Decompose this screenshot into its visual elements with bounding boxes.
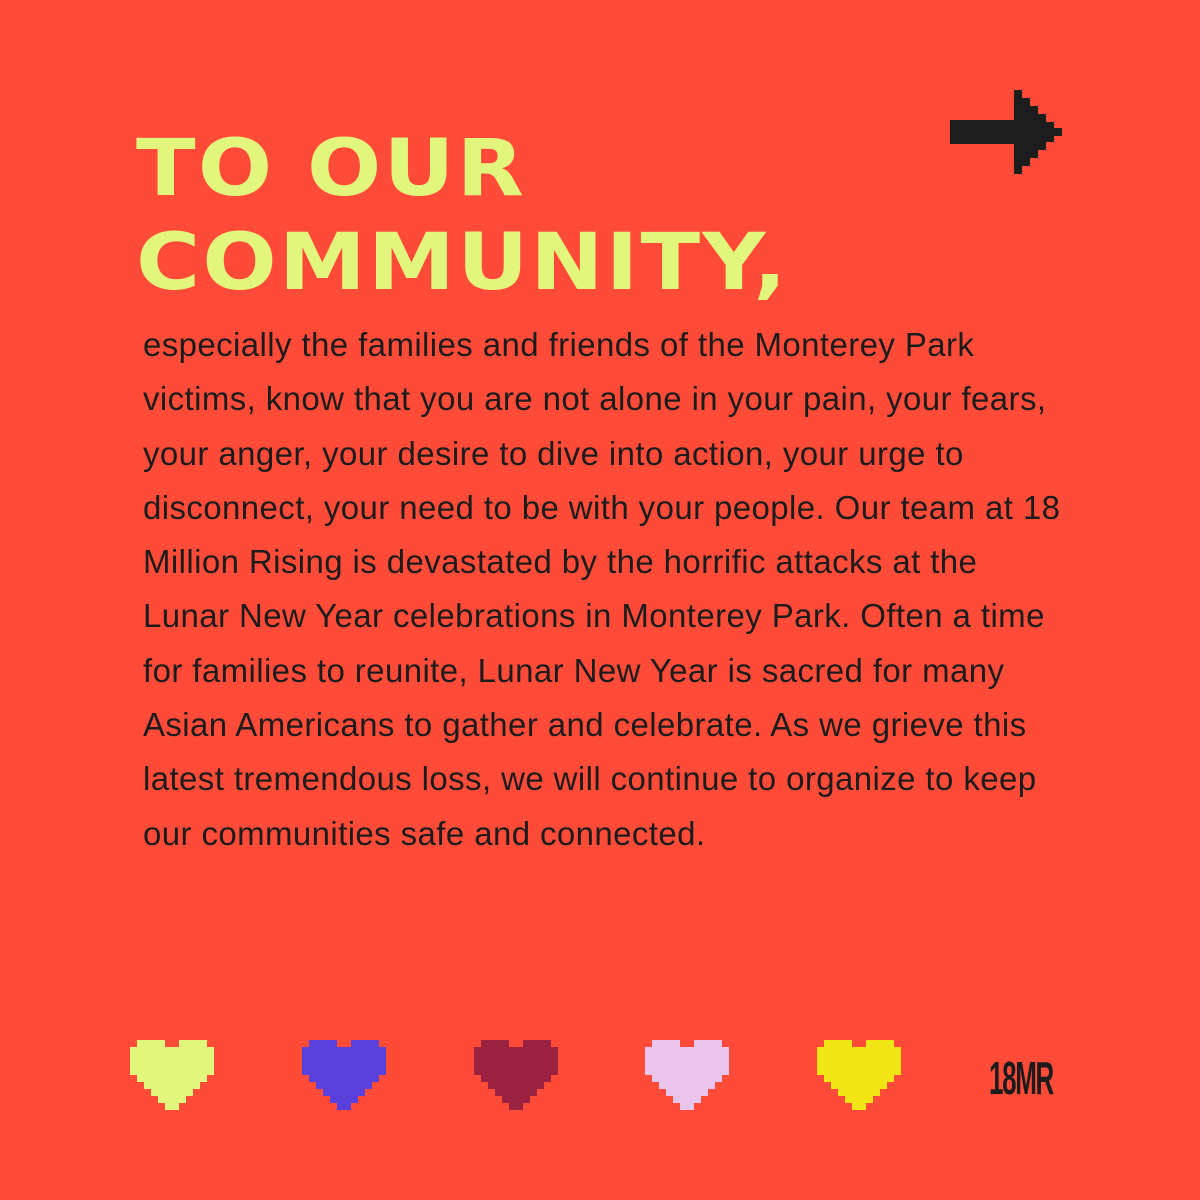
maroon-heart-icon	[474, 1040, 558, 1110]
title-line-2: COMMUNITY,	[136, 218, 789, 308]
brand-logo	[987, 1048, 1055, 1104]
page-title	[136, 122, 789, 310]
lavender-heart-icon	[645, 1040, 729, 1110]
pixel-arrow-right-icon[interactable]	[950, 90, 1062, 174]
message-body: especially the families and friends of the Monterey Park victims, know that you are not alone in your pain, your fears, your anger, your desire to dive into action, your urge to disconnect, your need to be with your people. Our team at 18 Million Rising is devastated by the horrific attacks at the Lunar New Year celebrations in Monterey Park. Often a time for families to reunite, Lunar New Year is sacred for many Asian Americans to gather and celebrate. As we grieve this latest tremendous loss, we will continue to organize to keep our communities safe and connected.	[143, 326, 1061, 852]
yellow-heart-icon	[817, 1040, 901, 1110]
lime-heart-icon	[130, 1040, 214, 1110]
brand-logo-text: 18MR	[989, 1053, 1055, 1105]
blue-heart-icon	[302, 1040, 386, 1110]
title-line-1: TO OUR	[136, 124, 527, 214]
